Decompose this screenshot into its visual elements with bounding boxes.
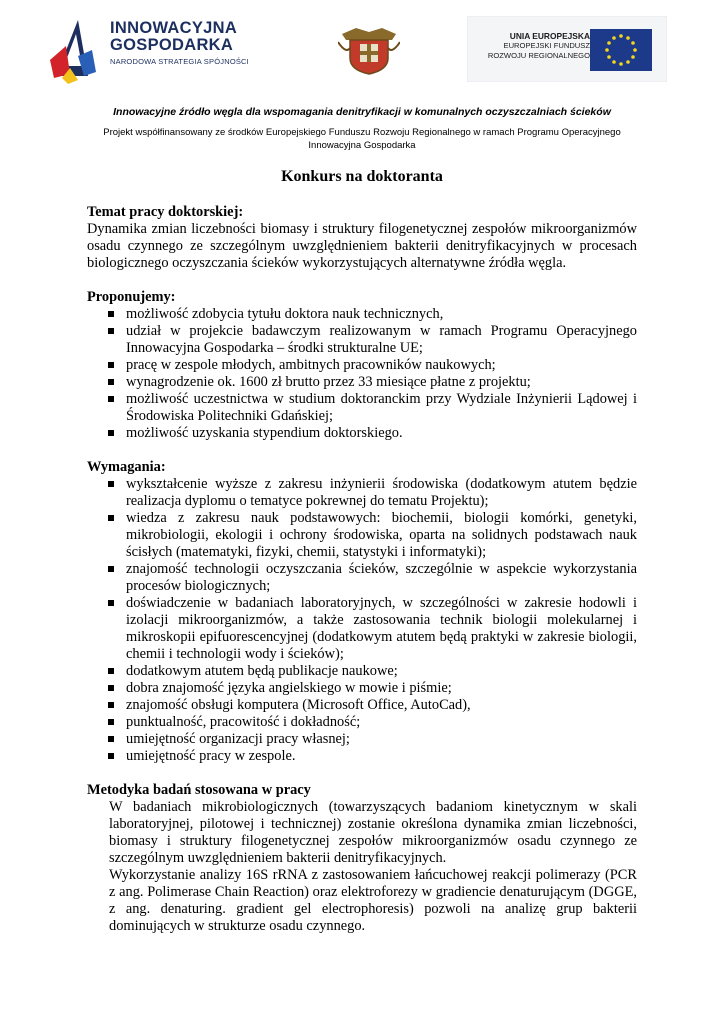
- eu-line3: ROZWOJU REGIONALNEGO: [487, 51, 590, 60]
- list-item: znajomość obsługi komputera (Microsoft Office, AutoCad),: [87, 697, 637, 714]
- list-item: dodatkowym atutem będą publikacje naukowe;: [87, 663, 637, 680]
- project-title: Innowacyjne źródło węgla dla wspomagania denitryfikacji w komunalnych oczyszczalniach ścieków: [113, 106, 611, 118]
- methodology-section: [87, 782, 637, 935]
- ig-logo-icon: [48, 16, 104, 86]
- eu-title: UNIA EUROPEJSKA: [509, 31, 590, 41]
- list-item: doświadczenie w badaniach laboratoryjnych, w szczególności w zakresie hodowli i izolacji mikroorganizmów, a także zastosowania technik biologii molekularnej i mikroskopii epifuorescencyjnej (dodatkowym atutem będą praktyki w zakresie biologii, chemii i technologii wody i ścieków);: [87, 595, 637, 663]
- topic-heading: Temat pracy doktorskiej:: [87, 204, 244, 220]
- list-item: dobra znajomość języka angielskiego w mowie i piśmie;: [87, 680, 637, 697]
- eu-logo: [467, 16, 667, 82]
- page-title: Konkurs na doktoranta: [281, 168, 443, 185]
- ig-title-line2: GOSPODARKA: [110, 36, 234, 54]
- page-header: [0, 0, 724, 95]
- offer-list: [87, 306, 637, 442]
- requirements-section: [87, 459, 637, 765]
- list-item: możliwość uzyskania stypendium doktorskiego.: [87, 425, 637, 442]
- list-item: punktualność, pracowitość i dokładność;: [87, 714, 637, 731]
- list-item: znajomość technologii oczyszczania ścieków, szczególnie w aspekcie wykorzystania procesów biologicznych;: [87, 561, 637, 595]
- ig-title-line1: INNOWACYJNA: [110, 19, 238, 37]
- list-item: wiedza z zakresu nauk podstawowych: biochemii, biologii komórki, genetyki, mikrobiologii, ekologii i ochrony środowiska, oparta na solidnych podstawach nauk ścisłych (matematyki, fizyki, chemii, statystyki i informatyki);: [87, 510, 637, 561]
- methodology-heading: Metodyka badań stosowana w pracy: [87, 782, 311, 798]
- requirements-list: [87, 476, 637, 765]
- list-item: możliwość uczestnictwa w studium doktoranckim przy Wydziale Inżynierii Lądowej i Środowiska Politechniki Gdańskiej;: [87, 391, 637, 425]
- university-crest-icon: [338, 24, 400, 76]
- eu-flag-icon: [590, 29, 652, 71]
- methodology-paragraph-1: W badaniach mikrobiologicznych (towarzyszących badaniom kinetycznym w skali laboratoryjnej, pilotowej i technicznej) zostanie określona dynamika zmian liczebności, biomasy i struktury filogenetycznej zespołów mikroorganizmów osadu czynnego ze szczególnym uwzględnieniem bakterii denitryfikacyjnych.: [109, 799, 637, 866]
- document-body: [87, 204, 637, 935]
- list-item: możliwość zdobycia tytułu doktora nauk technicznych,: [87, 306, 637, 323]
- ig-subtitle: NARODOWA STRATEGIA SPÓJNOŚCI: [110, 57, 249, 66]
- eu-line2: EUROPEJSKI FUNDUSZ: [503, 41, 590, 50]
- offer-heading: Proponujemy:: [87, 289, 176, 305]
- list-item: udział w projekcie badawczym realizowanym w ramach Programu Operacyjnego Innowacyjna Gospodarka – środki strukturalne UE;: [87, 323, 637, 357]
- list-item: wykształcenie wyższe z zakresu inżynierii środowiska (dodatkowym atutem będzie realizacja dyplomu o tematyce pokrewnej do tematu Projektu);: [87, 476, 637, 510]
- topic-section: [87, 204, 637, 272]
- list-item: wynagrodzenie ok. 1600 zł brutto przez 33 miesiące płatne z projektu;: [87, 374, 637, 391]
- innowacyjna-gospodarka-logo: [52, 16, 262, 88]
- project-funding: [80, 126, 644, 152]
- funding-line2: Innowacyjna Gospodarka: [308, 140, 416, 151]
- list-item: umiejętność organizacji pracy własnej;: [87, 731, 637, 748]
- methodology-paragraph-2: Wykorzystanie analizy 16S rRNA z zastosowaniem łańcuchowej reakcji polimerazy (PCR z ang. Polimerase Chain Reaction) oraz elektroforezy w gradiencie denaturującym (DGGE, z ang. denaturing. gradient gel electrophoresis) pozwoli na analizę grup bakterii dominujących w strukturze osadu czynnego.: [109, 867, 637, 934]
- topic-text: Dynamika zmian liczebności biomasy i struktury filogenetycznej zespołów mikroorganizmów osadu czynnego ze szczególnym uwzględnieniem bakterii denitryfikacyjnych w procesach biologicznego oczyszczania ścieków wykorzystujących alternatywne źródła węgla.: [87, 221, 637, 271]
- offer-section: [87, 289, 637, 442]
- list-item: pracę w zespole młodych, ambitnych pracowników naukowych;: [87, 357, 637, 374]
- funding-line1: Projekt współfinansowany ze środków Europejskiego Funduszu Rozwoju Regionalnego w ramach Programu Operacyjnego: [103, 127, 621, 138]
- list-item: umiejętność pracy w zespole.: [87, 748, 637, 765]
- requirements-heading: Wymagania:: [87, 459, 166, 475]
